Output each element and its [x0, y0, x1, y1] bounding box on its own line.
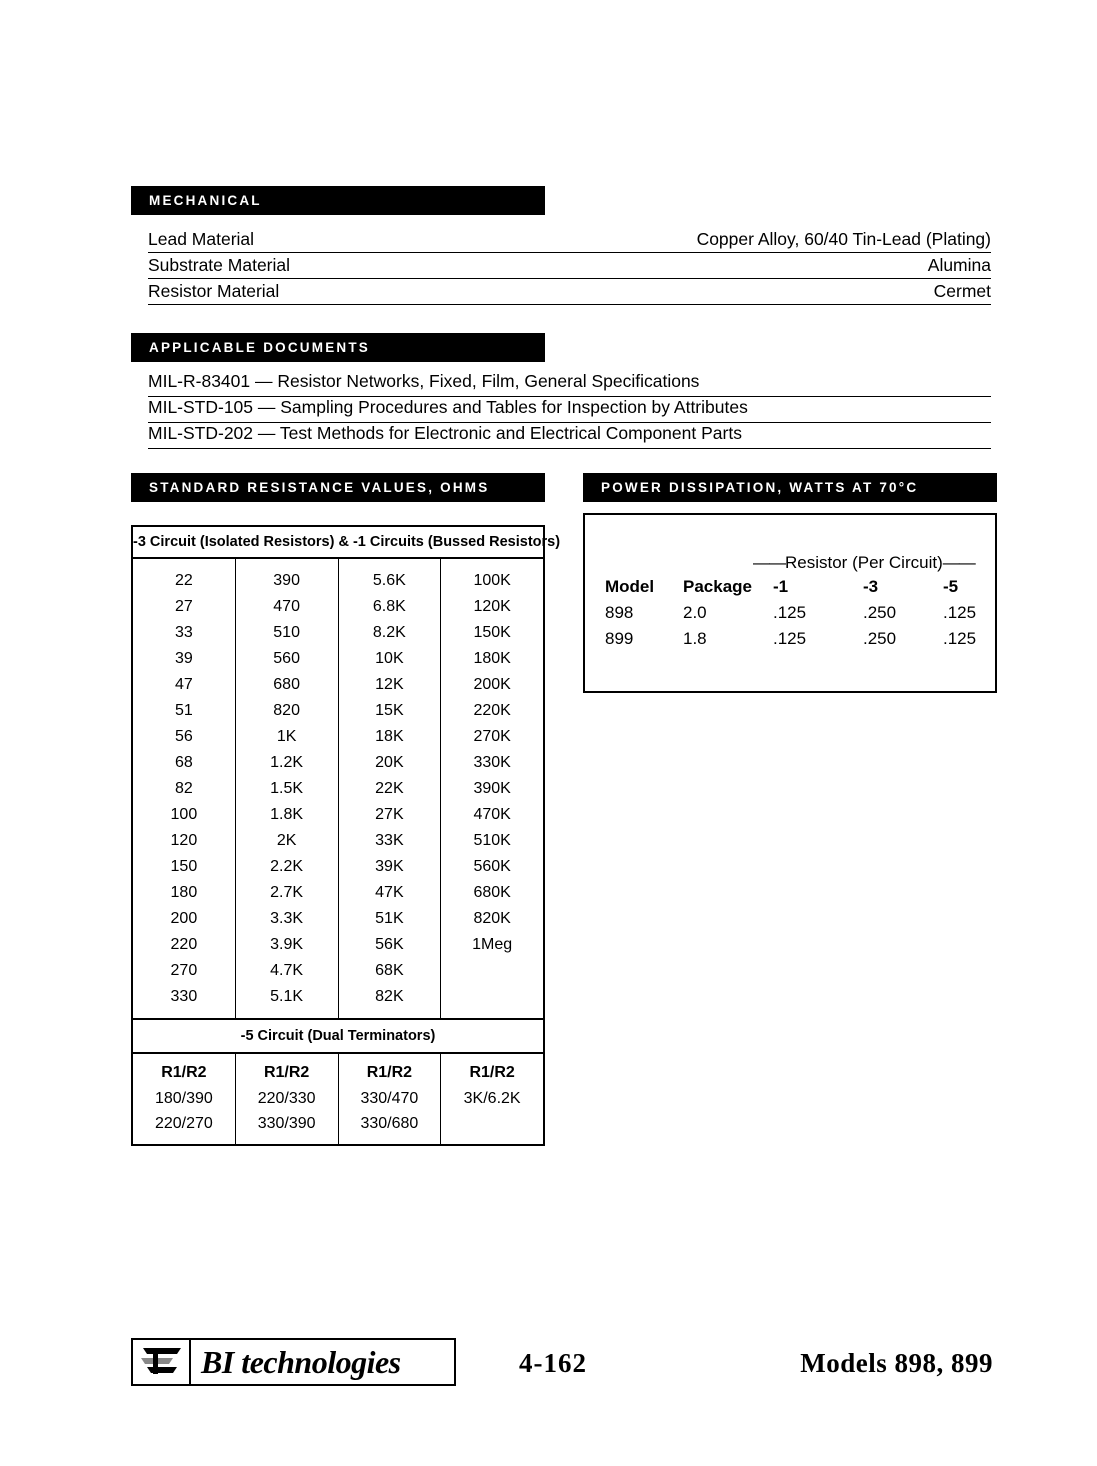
resistance-value: 82K [375, 988, 404, 1005]
applicable-documents-list [148, 371, 991, 449]
resistance-value: 100 [170, 806, 198, 823]
resistor-per-circuit-span [605, 553, 997, 573]
resistance-value: 6.8K [372, 598, 406, 615]
table-row [148, 253, 991, 279]
section-header-standard-resistance-values: STANDARD RESISTANCE VALUES, OHMS [131, 473, 545, 502]
resistance-value: 560 [273, 650, 300, 667]
spec-value: Copper Alloy, 60/40 Tin-Lead (Plating) [696, 229, 991, 249]
resistance-column [133, 559, 236, 1018]
dual-value: 220/270 [154, 1115, 213, 1132]
resistance-column [441, 559, 543, 1018]
dual-value: 330/680 [360, 1115, 419, 1132]
resistance-value: 68K [375, 962, 404, 979]
resistance-value: 120 [170, 832, 198, 849]
resistance-value: 470 [273, 598, 300, 615]
resistance-value: 820K [473, 910, 511, 927]
resistance-value: 5.1K [270, 988, 304, 1005]
resistance-value: 150 [170, 858, 198, 875]
resistance-value: 220 [170, 936, 198, 953]
dual-value [441, 1111, 543, 1136]
resistance-value: 150K [473, 624, 511, 641]
resistance-value: 39 [174, 650, 193, 667]
spec-value: Alumina [927, 255, 991, 275]
resistance-value: 8.2K [372, 624, 406, 641]
list-item: MIL-STD-202 — Test Methods for Electronic and Electrical Component Parts [148, 423, 991, 449]
resistance-table-title: -3 Circuit (Isolated Resistors) & -1 Circuits (Bussed Resistors) [133, 527, 543, 559]
resistance-value: 33K [375, 832, 404, 849]
spec-value: Cermet [933, 281, 991, 301]
resistance-value: 4.7K [270, 962, 304, 979]
resistance-value: 27K [375, 806, 404, 823]
span-dash-left: —— [753, 553, 785, 572]
resistance-value: 33 [174, 624, 193, 641]
resistance-value: 22 [174, 572, 193, 589]
footer-models-label: Models 898, 899 [800, 1348, 993, 1378]
section-header-mechanical: MECHANICAL [131, 186, 545, 215]
resistance-value: 51 [174, 702, 193, 719]
column-header: -5 [943, 577, 959, 596]
spec-label: Substrate Material [148, 255, 291, 275]
power-table-inner [605, 553, 997, 652]
resistance-value: 1Meg [472, 936, 513, 953]
resistance-value: 3.9K [270, 936, 304, 953]
resistance-value: 680K [473, 884, 511, 901]
resistance-value: 180K [473, 650, 511, 667]
resistance-value: 2K [276, 832, 297, 849]
power-dissipation-table [583, 513, 997, 693]
column-header: R1/R2 [366, 1064, 413, 1081]
resistance-value: 20K [375, 754, 404, 771]
resistance-value: 390 [273, 572, 300, 589]
table-cell: .250 [863, 629, 897, 648]
column-header: -3 [863, 577, 879, 596]
resistance-value: 12K [375, 676, 404, 693]
table-cell: .125 [943, 603, 977, 622]
column-header: Model [605, 577, 655, 596]
dual-column [339, 1054, 442, 1144]
table-row [148, 279, 991, 305]
resistance-value: 1.8K [270, 806, 304, 823]
resistance-value: 200K [473, 676, 511, 693]
dual-column [236, 1054, 339, 1144]
spec-label: Resistor Material [148, 281, 280, 301]
span-dash-right: —— [942, 553, 975, 572]
column-header: R1/R2 [263, 1064, 310, 1081]
list-item: MIL-STD-105 — Sampling Procedures and Tables for Inspection by Attributes [148, 397, 991, 423]
resistance-value: 470K [473, 806, 511, 823]
resistance-value: 18K [375, 728, 404, 745]
table-cell: .250 [863, 603, 897, 622]
standard-resistance-values-table [131, 525, 561, 1146]
resistance-value: 180 [170, 884, 198, 901]
brand-logo [131, 1338, 456, 1386]
resistance-value: 2.2K [270, 858, 304, 875]
section-header-power-dissipation: POWER DISSIPATION, WATTS AT 70°C [583, 473, 997, 502]
resistance-value: 270 [170, 962, 198, 979]
resistance-column [339, 559, 442, 1018]
resistance-value: 2.7K [270, 884, 304, 901]
resistance-value: 100K [473, 572, 511, 589]
resistance-value: 220K [473, 702, 511, 719]
table-row [148, 227, 991, 253]
spec-label: Lead Material [148, 229, 255, 249]
resistance-value: 390K [473, 780, 511, 797]
resistance-value: 330 [170, 988, 198, 1005]
resistance-value: 47K [375, 884, 404, 901]
dual-value: 330/390 [257, 1115, 316, 1132]
dual-value: 220/330 [257, 1090, 316, 1107]
bi-technologies-mark-icon [133, 1340, 191, 1384]
table-cell: 1.8 [683, 629, 707, 648]
dual-column [441, 1054, 543, 1144]
resistance-value: 82 [174, 780, 193, 797]
resistance-value: 56K [375, 936, 404, 953]
resistance-value: 330K [473, 754, 511, 771]
resistance-value: 560K [473, 858, 511, 875]
dual-terminators-grid [133, 1054, 543, 1144]
resistance-value: 15K [375, 702, 404, 719]
resistance-value: 820 [273, 702, 300, 719]
resistance-value: 200 [170, 910, 198, 927]
resistance-value: 27 [174, 598, 193, 615]
resistance-column [236, 559, 339, 1018]
table-cell: .125 [773, 603, 807, 622]
page-number: 4-162 [519, 1348, 587, 1378]
resistance-value: 510 [273, 624, 300, 641]
brand-logo-text: BI technologies [201, 1343, 401, 1380]
resistance-value: 1.5K [270, 780, 304, 797]
dual-value: 330/470 [360, 1090, 419, 1107]
resistance-value: 22K [375, 780, 404, 797]
column-header: R1/R2 [469, 1064, 515, 1081]
span-label: Resistor (Per Circuit) [785, 553, 943, 572]
resistance-value: 56 [174, 728, 193, 745]
resistance-value: 270K [473, 728, 511, 745]
resistance-value: 680 [273, 676, 300, 693]
resistance-value [441, 958, 543, 984]
column-header: -1 [773, 577, 789, 596]
resistance-value: 1.2K [270, 754, 304, 771]
column-header: R1/R2 [161, 1064, 207, 1081]
table-cell: 898 [605, 603, 634, 622]
column-header: Package [683, 577, 752, 596]
table-cell: 899 [605, 629, 634, 648]
resistance-value [441, 984, 543, 1010]
resistance-value: 68 [174, 754, 193, 771]
resistance-value: 39K [375, 858, 404, 875]
list-item: MIL-R-83401 — Resistor Networks, Fixed, Film, General Specifications [148, 371, 991, 397]
dual-column [133, 1054, 236, 1144]
dual-value: 3K/6.2K [463, 1090, 521, 1107]
resistance-value: 120K [473, 598, 511, 615]
resistance-value: 5.6K [372, 572, 406, 589]
resistance-value: 510K [473, 832, 511, 849]
mechanical-spec-table [148, 227, 991, 305]
resistance-value-grid [133, 559, 543, 1018]
resistance-value: 47 [174, 676, 193, 693]
dual-terminators-title: -5 Circuit (Dual Terminators) [133, 1018, 543, 1054]
section-header-applicable-documents: APPLICABLE DOCUMENTS [131, 333, 545, 362]
resistance-value: 3.3K [270, 910, 304, 927]
resistance-value: 10K [375, 650, 404, 667]
table-cell: .125 [773, 629, 807, 648]
resistance-value: 1K [276, 728, 297, 745]
table-cell: .125 [943, 629, 977, 648]
table-cell: 2.0 [683, 603, 707, 622]
dual-value: 180/390 [154, 1090, 213, 1107]
power-grid [605, 573, 997, 652]
resistance-value: 51K [375, 910, 404, 927]
